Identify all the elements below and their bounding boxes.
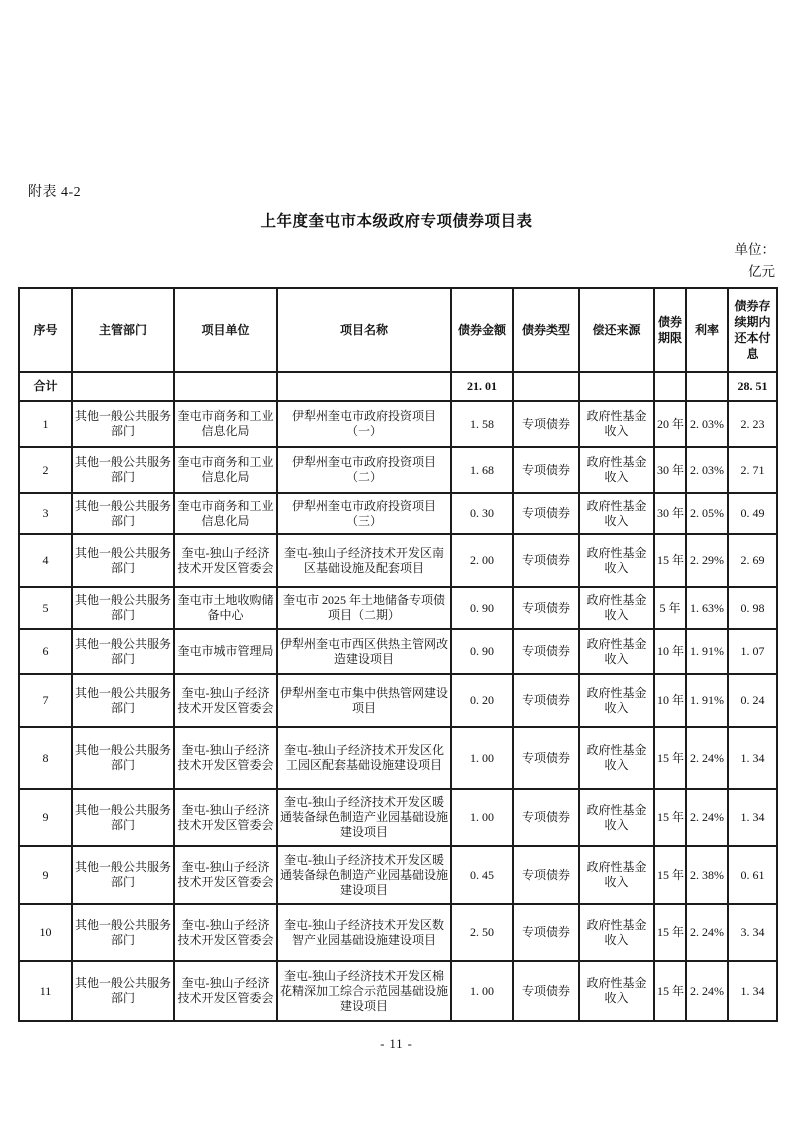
cell-term: 20 年: [654, 401, 686, 447]
cell-repay-source: 政府性基金收入: [579, 447, 654, 493]
cell-amount: 1. 58: [451, 401, 513, 447]
cell-project: 伊犁州奎屯市政府投资项目（一）: [277, 401, 451, 447]
cell-serial: 3: [19, 493, 72, 534]
cell-project: 奎屯-独山子经济技术开发区化工园区配套基础设施建设项目: [277, 727, 451, 789]
cell-rate: 1. 91%: [686, 629, 728, 674]
cell-unit: 奎屯-独山子经济技术开发区管委会: [174, 904, 277, 961]
cell-unit: 奎屯-独山子经济技术开发区管委会: [174, 846, 277, 904]
cell-project: 奎屯-独山子经济技术开发区棉花精深加工综合示范园基础设施建设项目: [277, 961, 451, 1021]
cell-repay-source: 政府性基金收入: [579, 904, 654, 961]
cell-amount: 0. 90: [451, 629, 513, 674]
cell-serial: 7: [19, 674, 72, 727]
cell-serial: 9: [19, 846, 72, 904]
cell-repayment: 1. 07: [728, 629, 777, 674]
cell-amount: 0. 45: [451, 846, 513, 904]
cell-term: 10 年: [654, 674, 686, 727]
cell-repayment: 2. 71: [728, 447, 777, 493]
cell-repayment: 2. 23: [728, 401, 777, 447]
table-row: [19, 904, 777, 961]
cell-bond-type: 专项债券: [513, 846, 579, 904]
cell-bond-type: [513, 372, 579, 401]
col-header-department: 主管部门: [72, 288, 174, 372]
cell-term: 5 年: [654, 587, 686, 629]
cell-department: 其他一般公共服务部门: [72, 727, 174, 789]
cell-project: 伊犁州奎屯市西区供热主管网改造建设项目: [277, 629, 451, 674]
cell-term: 15 年: [654, 904, 686, 961]
cell-rate: 1. 91%: [686, 674, 728, 727]
table-header-row: [19, 288, 777, 372]
table-row: [19, 727, 777, 789]
cell-total-repayment: 28. 51: [728, 372, 777, 401]
cell-repay-source: 政府性基金收入: [579, 961, 654, 1021]
cell-repayment: 0. 61: [728, 846, 777, 904]
cell-term: 30 年: [654, 493, 686, 534]
col-header-interest-rate: 利率: [686, 288, 728, 372]
cell-project: 奎屯-独山子经济技术开发区数智产业园基础设施建设项目: [277, 904, 451, 961]
cell-bond-type: 专项债券: [513, 727, 579, 789]
cell-bond-type: 专项债券: [513, 534, 579, 587]
col-header-bond-term: 债券期限: [654, 288, 686, 372]
cell-rate: 2. 03%: [686, 447, 728, 493]
cell-serial: 11: [19, 961, 72, 1021]
cell-repayment: 1. 34: [728, 727, 777, 789]
table-row: [19, 447, 777, 493]
cell-unit: [174, 372, 277, 401]
page-number: - 11 -: [380, 1037, 413, 1051]
cell-repay-source: 政府性基金收入: [579, 587, 654, 629]
cell-rate: [686, 372, 728, 401]
cell-repay-source: 政府性基金收入: [579, 401, 654, 447]
cell-project: 伊犁州奎屯市政府投资项目（二）: [277, 447, 451, 493]
cell-repay-source: 政府性基金收入: [579, 534, 654, 587]
table-row: [19, 846, 777, 904]
cell-department: 其他一般公共服务部门: [72, 493, 174, 534]
col-header-unit: 项目单位: [174, 288, 277, 372]
cell-repayment: 3. 34: [728, 904, 777, 961]
table-row: [19, 629, 777, 674]
cell-amount: 1. 00: [451, 727, 513, 789]
cell-department: 其他一般公共服务部门: [72, 961, 174, 1021]
cell-unit: 奎屯市土地收购储备中心: [174, 587, 277, 629]
cell-unit: 奎屯市商务和工业信息化局: [174, 401, 277, 447]
cell-unit: 奎屯市商务和工业信息化局: [174, 447, 277, 493]
cell-rate: 2. 03%: [686, 401, 728, 447]
cell-bond-type: 专项债券: [513, 904, 579, 961]
total-row: [19, 372, 777, 401]
cell-project: 奎屯-独山子经济技术开发区暖通装备绿色制造产业园基础设施建设项目: [277, 846, 451, 904]
cell-bond-type: 专项债券: [513, 789, 579, 846]
cell-term: 15 年: [654, 727, 686, 789]
cell-term: 10 年: [654, 629, 686, 674]
col-header-debt-service: 债券存续期内还本付息: [728, 288, 777, 372]
cell-term: [654, 372, 686, 401]
cell-serial: 8: [19, 727, 72, 789]
cell-project: 奎屯市 2025 年土地储备专项债项目（二期）: [277, 587, 451, 629]
col-header-project-name: 项目名称: [277, 288, 451, 372]
cell-serial: 9: [19, 789, 72, 846]
cell-term: 30 年: [654, 447, 686, 493]
cell-bond-type: 专项债券: [513, 401, 579, 447]
cell-bond-type: 专项债券: [513, 629, 579, 674]
cell-term: 15 年: [654, 961, 686, 1021]
table-row: [19, 961, 777, 1021]
cell-amount: 1. 00: [451, 789, 513, 846]
cell-unit: 奎屯-独山子经济技术开发区管委会: [174, 789, 277, 846]
cell-term: 15 年: [654, 534, 686, 587]
table-row: [19, 493, 777, 534]
table-row: [19, 587, 777, 629]
cell-department: [72, 372, 174, 401]
col-header-serial: 序号: [19, 288, 72, 372]
cell-rate: 2. 24%: [686, 789, 728, 846]
cell-repayment: 0. 24: [728, 674, 777, 727]
cell-department: 其他一般公共服务部门: [72, 534, 174, 587]
cell-department: 其他一般公共服务部门: [72, 904, 174, 961]
cell-bond-type: 专项债券: [513, 587, 579, 629]
cell-project: 伊犁州奎屯市集中供热管网建设项目: [277, 674, 451, 727]
cell-rate: 2. 24%: [686, 727, 728, 789]
col-header-repay-source: 偿还来源: [579, 288, 654, 372]
cell-bond-type: 专项债券: [513, 961, 579, 1021]
page-title: 上年度奎屯市本级政府专项债券项目表: [260, 213, 533, 230]
unit-value: 亿元: [748, 264, 775, 279]
cell-department: 其他一般公共服务部门: [72, 587, 174, 629]
annex-label: 附表 4-2: [28, 185, 82, 200]
cell-bond-type: 专项债券: [513, 674, 579, 727]
cell-bond-type: 专项债券: [513, 493, 579, 534]
cell-amount: 2. 50: [451, 904, 513, 961]
cell-serial: 10: [19, 904, 72, 961]
cell-department: 其他一般公共服务部门: [72, 401, 174, 447]
table-row: [19, 401, 777, 447]
cell-serial: 4: [19, 534, 72, 587]
cell-department: 其他一般公共服务部门: [72, 846, 174, 904]
cell-bond-type: 专项债券: [513, 447, 579, 493]
cell-term: 15 年: [654, 846, 686, 904]
cell-amount: 0. 20: [451, 674, 513, 727]
table-row: [19, 674, 777, 727]
cell-unit: 奎屯市城市管理局: [174, 629, 277, 674]
cell-department: 其他一般公共服务部门: [72, 674, 174, 727]
cell-serial: 1: [19, 401, 72, 447]
cell-rate: 2. 05%: [686, 493, 728, 534]
cell-repay-source: 政府性基金收入: [579, 629, 654, 674]
cell-repay-source: 政府性基金收入: [579, 846, 654, 904]
cell-serial: 5: [19, 587, 72, 629]
cell-rate: 2. 24%: [686, 961, 728, 1021]
cell-rate: 2. 29%: [686, 534, 728, 587]
cell-amount: 1. 68: [451, 447, 513, 493]
cell-department: 其他一般公共服务部门: [72, 629, 174, 674]
cell-department: 其他一般公共服务部门: [72, 789, 174, 846]
col-header-bond-amount: 债券金额: [451, 288, 513, 372]
cell-rate: 2. 24%: [686, 904, 728, 961]
unit-note: [735, 239, 776, 283]
unit-label: 单位：: [734, 242, 775, 257]
cell-repayment: 0. 49: [728, 493, 777, 534]
cell-rate: 1. 63%: [686, 587, 728, 629]
cell-total-amount: 21. 01: [451, 372, 513, 401]
cell-amount: 1. 00: [451, 961, 513, 1021]
cell-total-label: 合计: [19, 372, 72, 401]
cell-unit: 奎屯-独山子经济技术开发区管委会: [174, 961, 277, 1021]
cell-unit: 奎屯-独山子经济技术开发区管委会: [174, 534, 277, 587]
cell-repay-source: 政府性基金收入: [579, 789, 654, 846]
cell-repay-source: [579, 372, 654, 401]
cell-repay-source: 政府性基金收入: [579, 727, 654, 789]
cell-unit: 奎屯-独山子经济技术开发区管委会: [174, 674, 277, 727]
cell-term: 15 年: [654, 789, 686, 846]
cell-repay-source: 政府性基金收入: [579, 493, 654, 534]
bond-projects-table: [18, 287, 778, 1022]
cell-amount: 0. 30: [451, 493, 513, 534]
cell-project: 奎屯-独山子经济技术开发区南区基础设施及配套项目: [277, 534, 451, 587]
table-row: [19, 534, 777, 587]
col-header-bond-type: 债券类型: [513, 288, 579, 372]
cell-project: [277, 372, 451, 401]
cell-repayment: 1. 34: [728, 789, 777, 846]
cell-repay-source: 政府性基金收入: [579, 674, 654, 727]
table-body: [19, 372, 777, 1021]
cell-amount: 2. 00: [451, 534, 513, 587]
cell-repayment: 0. 98: [728, 587, 777, 629]
cell-project: 奎屯-独山子经济技术开发区暖通装备绿色制造产业园基础设施建设项目: [277, 789, 451, 846]
cell-department: 其他一般公共服务部门: [72, 447, 174, 493]
cell-repayment: 1. 34: [728, 961, 777, 1021]
table-row: [19, 789, 777, 846]
cell-repayment: 2. 69: [728, 534, 777, 587]
cell-unit: 奎屯-独山子经济技术开发区管委会: [174, 727, 277, 789]
cell-serial: 6: [19, 629, 72, 674]
cell-unit: 奎屯市商务和工业信息化局: [174, 493, 277, 534]
cell-serial: 2: [19, 447, 72, 493]
cell-project: 伊犁州奎屯市政府投资项目（三）: [277, 493, 451, 534]
cell-amount: 0. 90: [451, 587, 513, 629]
cell-rate: 2. 38%: [686, 846, 728, 904]
